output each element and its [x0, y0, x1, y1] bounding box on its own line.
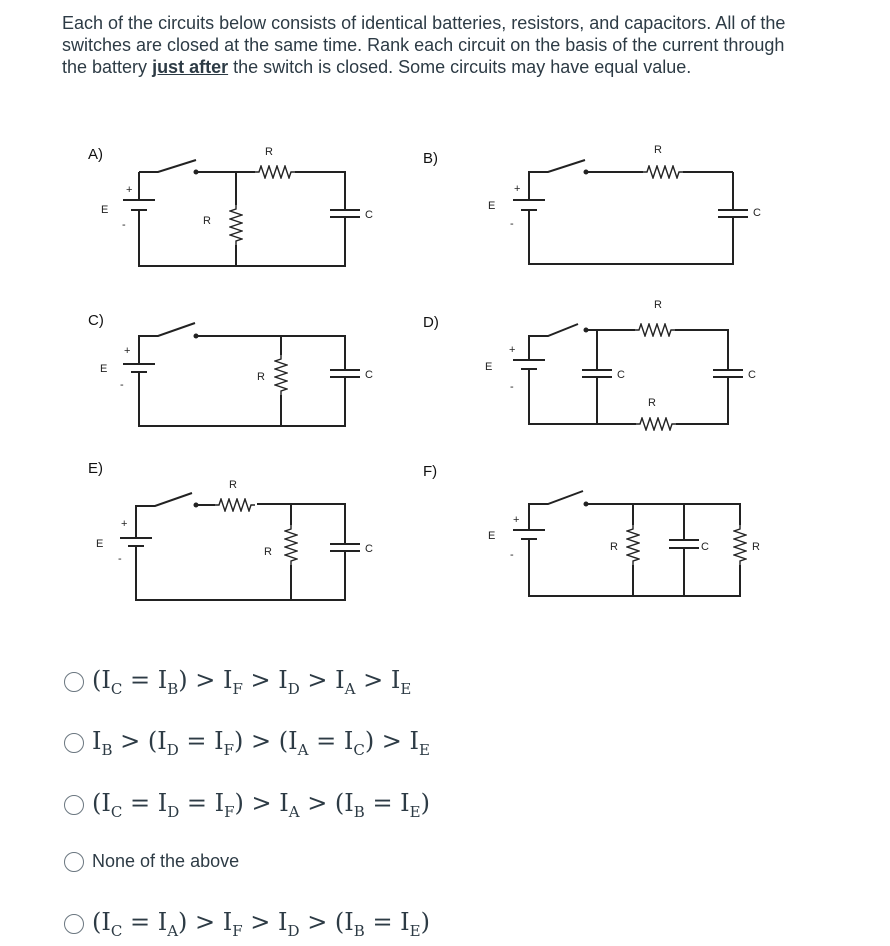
resistor-parallel: [275, 355, 287, 395]
svg-text:-: -: [510, 381, 514, 393]
svg-text:E: E: [96, 538, 104, 550]
circuit-b: [488, 144, 761, 264]
svg-text:-: -: [118, 553, 122, 565]
svg-text:-: -: [510, 549, 514, 561]
option-2[interactable]: [64, 727, 430, 759]
circuit-b-label: B): [423, 150, 438, 167]
svg-text:-: -: [120, 379, 124, 391]
resistor-series: [643, 166, 683, 178]
svg-text:-: -: [122, 219, 126, 231]
circuit-a-label: A): [88, 146, 103, 163]
option-5[interactable]: [64, 908, 430, 940]
svg-text:+: +: [514, 183, 521, 195]
svg-text:R: R: [610, 541, 618, 553]
option-1-label: $(I_C = I_B) > I_F > I_D > I_A > I_E$: [92, 666, 412, 698]
svg-text:E: E: [100, 363, 108, 375]
svg-text:+: +: [121, 518, 128, 530]
svg-text:C: C: [748, 369, 756, 381]
option-4-radio[interactable]: [64, 852, 84, 872]
option-4[interactable]: [64, 851, 239, 872]
option-2-label: $I_B > (I_D = I_F) > (I_A = I_C) > I_E$: [92, 727, 430, 759]
svg-text:R: R: [265, 146, 273, 158]
option-4-label: None of the above: [92, 851, 240, 871]
question-text: Each of the circuits below consists of identical batteries, resistors, and capacitors. All of the switches are closed at the same time. Rank each circuit on the basis of the current through the battery just after the switch is closed. Some circuits may have equal value.: [62, 13, 786, 77]
circuit-e: [96, 479, 373, 600]
option-3-radio[interactable]: [64, 795, 84, 815]
svg-text:R: R: [648, 397, 656, 409]
svg-text:R: R: [654, 299, 662, 311]
option-3[interactable]: [64, 789, 430, 821]
svg-text:C: C: [753, 207, 761, 219]
svg-text:E: E: [488, 200, 496, 212]
svg-text:C: C: [617, 369, 625, 381]
emphasis-just-after: just after: [152, 57, 229, 77]
svg-text:R: R: [229, 479, 237, 491]
svg-text:+: +: [509, 344, 516, 356]
svg-text:C: C: [701, 541, 709, 553]
svg-text:C: C: [365, 209, 373, 221]
svg-text:R: R: [264, 546, 272, 558]
svg-text:E: E: [101, 204, 109, 216]
circuit-d-label: D): [423, 314, 439, 331]
option-5-label: $(I_C = I_A) > I_F > I_D > (I_B = I_E)$: [92, 908, 430, 940]
svg-text:R: R: [752, 541, 760, 553]
option-2-radio[interactable]: [64, 733, 84, 753]
svg-text:+: +: [513, 514, 520, 526]
svg-text:C: C: [365, 543, 373, 555]
option-5-radio[interactable]: [64, 914, 84, 934]
option-1-radio[interactable]: [64, 672, 84, 692]
svg-text:+: +: [124, 345, 131, 357]
svg-text:R: R: [654, 144, 662, 156]
svg-text:C: C: [365, 369, 373, 381]
circuit-c-label: C): [88, 312, 104, 329]
option-1[interactable]: [64, 666, 411, 698]
svg-text:-: -: [510, 218, 514, 230]
svg-text:E: E: [485, 361, 493, 373]
svg-text:R: R: [257, 371, 265, 383]
circuit-c: [100, 323, 373, 426]
option-3-label: $(I_C = I_D = I_F) > I_A > (I_B = I_E)$: [92, 789, 430, 821]
svg-text:E: E: [488, 530, 496, 542]
circuit-f: [488, 491, 760, 596]
circuit-f-label: F): [423, 463, 438, 480]
svg-text:R: R: [203, 215, 211, 227]
circuit-a: [101, 146, 373, 266]
circuit-d: [485, 299, 756, 430]
resistor-parallel: [230, 205, 242, 245]
resistor-series: [255, 166, 295, 178]
svg-text:+: +: [126, 184, 133, 196]
circuit-e-label: E): [88, 460, 103, 477]
